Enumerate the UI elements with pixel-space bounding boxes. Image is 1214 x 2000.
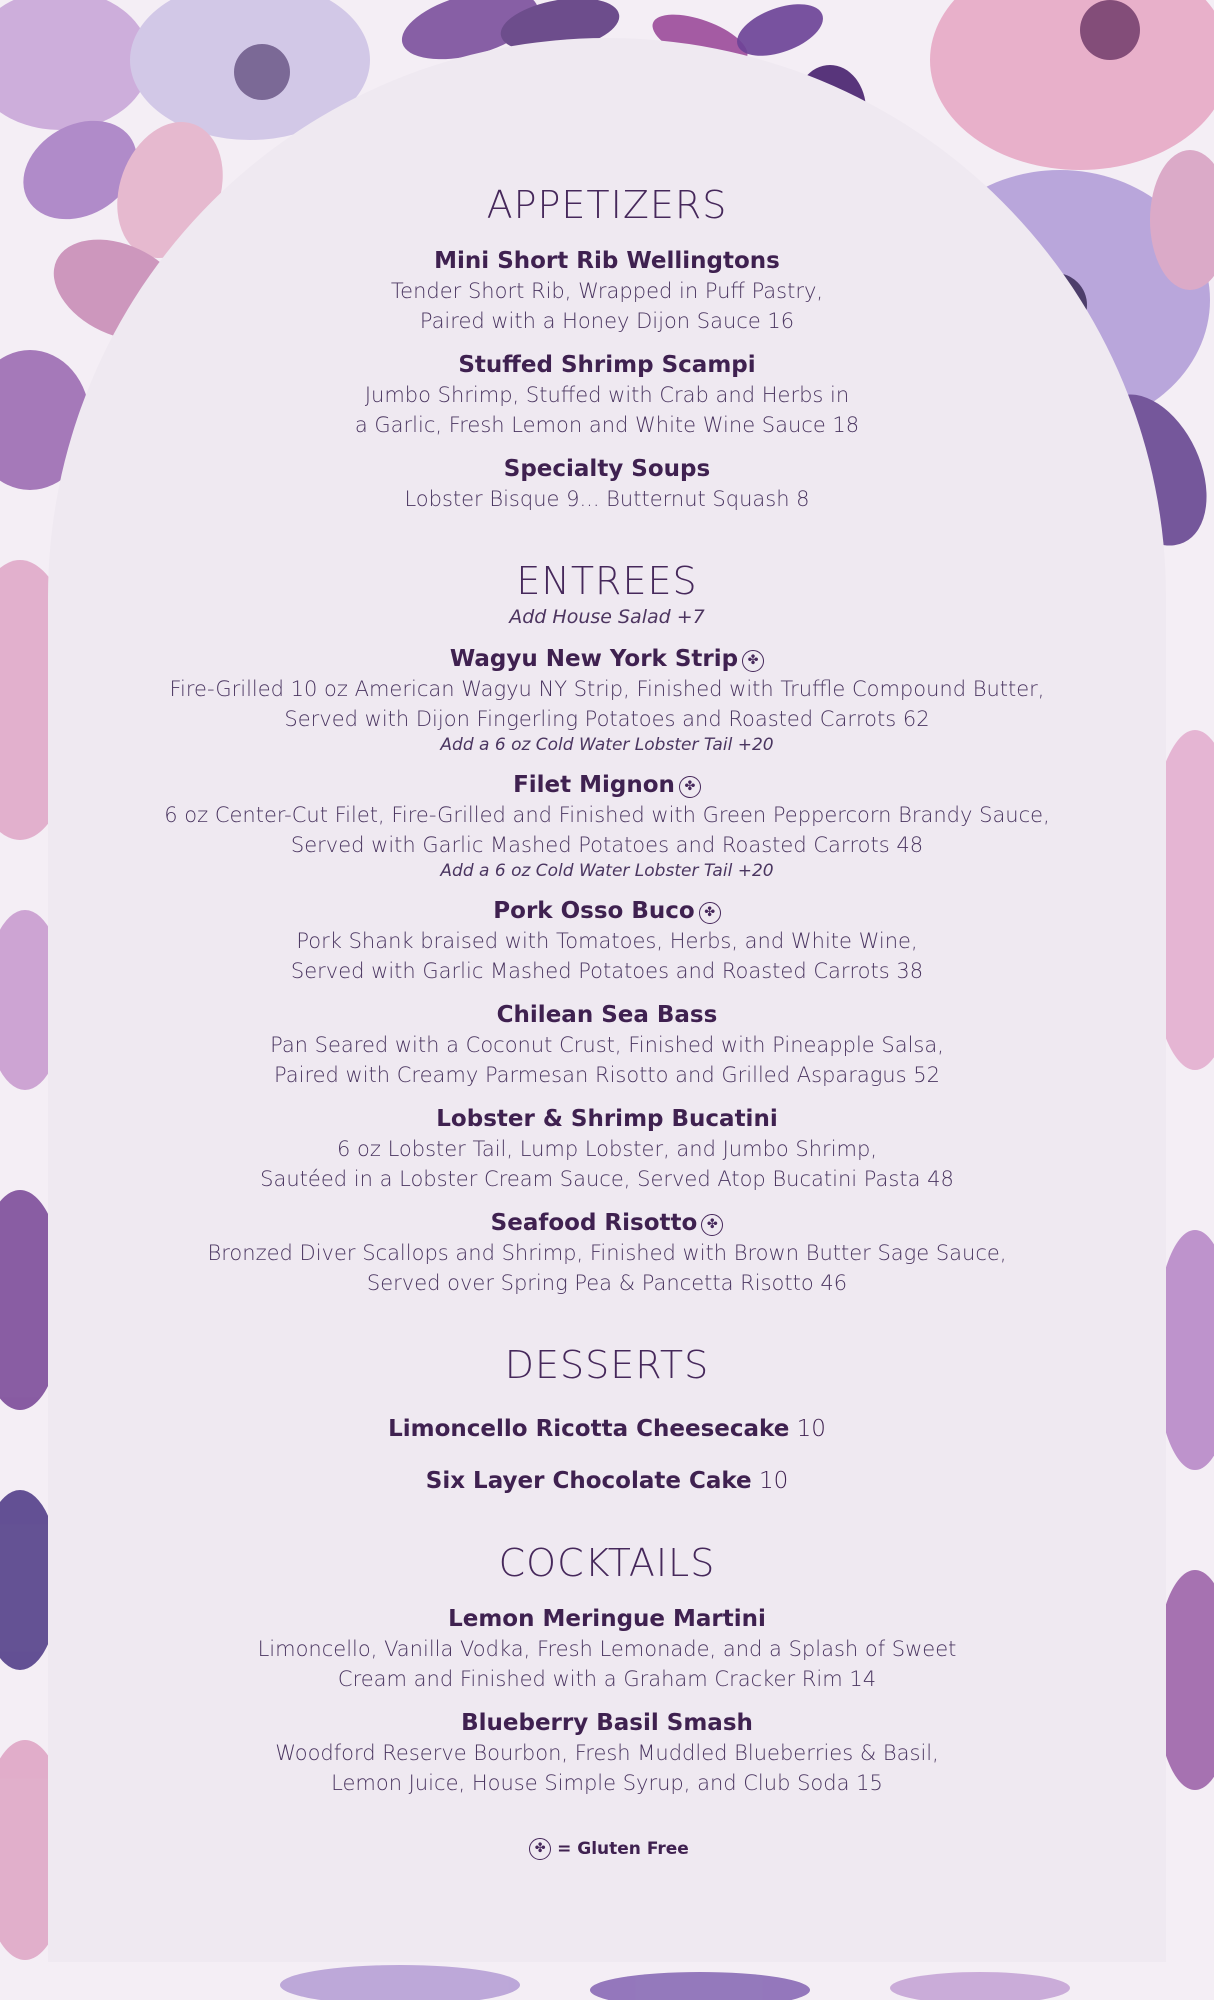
gluten-free-leaf-icon: ✤ <box>529 1838 551 1860</box>
item-name: Chilean Sea Bass <box>496 1002 718 1028</box>
item-name: Pork Osso Buco <box>493 898 695 924</box>
gluten-free-leaf-icon: ✤ <box>699 902 721 924</box>
desserts-section <box>48 1338 1166 1496</box>
entrees-section <box>48 554 1166 1298</box>
dessert-price: 10 <box>796 1416 826 1442</box>
section-title-entrees: ENTREES <box>516 559 698 603</box>
item-description: Served with Dijon Fingerling Potatoes and Roasted Carrots 62 <box>284 707 930 731</box>
floral-bottom <box>280 1965 1070 2000</box>
menu-item <box>48 1000 1166 1090</box>
dessert-name: Limoncello Ricotta Cheesecake <box>388 1416 790 1442</box>
section-title-cocktails: COCKTAILS <box>498 1541 716 1585</box>
item-name: Stuffed Shrimp Scampi <box>458 352 756 378</box>
item-name: Mini Short Rib Wellingtons <box>434 248 780 274</box>
item-description: Served over Spring Pea & Pancetta Risotto 46 <box>366 1271 848 1295</box>
menu-item <box>48 454 1166 514</box>
item-description: Fire-Grilled 10 oz American Wagyu NY Strip, Finished with Truffle Compound Butter, <box>169 677 1045 701</box>
item-name: Lobster & Shrimp Bucatini <box>436 1106 778 1132</box>
item-name: Filet Mignon <box>513 772 675 798</box>
menu-item <box>48 350 1166 440</box>
item-description: Paired with a Honey Dijon Sauce 16 <box>419 309 795 333</box>
menu-content <box>48 178 1166 1860</box>
item-description: Lobster Bisque 9... Butternut Squash 8 <box>404 487 810 511</box>
item-description: 6 oz Center-Cut Filet, Fire-Grilled and Finished with Green Peppercorn Brandy Sauce, <box>164 803 1050 827</box>
item-name: Blueberry Basil Smash <box>461 1710 753 1736</box>
item-description: Bronzed Diver Scallops and Shrimp, Finished with Brown Butter Sage Sauce, <box>207 1241 1007 1265</box>
item-description: Cream and Finished with a Graham Cracker Rim 14 <box>337 1667 877 1691</box>
entrees-note: Add House Salad +7 <box>509 606 705 628</box>
gluten-free-leaf-icon: ✤ <box>742 650 764 672</box>
item-description: Lemon Juice, House Simple Syrup, and Club Soda 15 <box>331 1771 883 1795</box>
section-title-desserts: DESSERTS <box>504 1343 710 1387</box>
menu-item <box>48 1708 1166 1798</box>
item-description: Served with Garlic Mashed Potatoes and Roasted Carrots 38 <box>290 959 924 983</box>
section-spacer <box>48 514 1166 554</box>
item-description: Sautéed in a Lobster Cream Sauce, Served Atop Bucatini Pasta 48 <box>260 1167 954 1191</box>
gluten-free-leaf-icon: ✤ <box>679 776 701 798</box>
section-title-appetizers: APPETIZERS <box>486 183 728 227</box>
item-name: Seafood Risotto <box>490 1210 698 1236</box>
menu-item <box>48 896 1166 986</box>
item-description: 6 oz Lobster Tail, Lump Lobster, and Jumbo Shrimp, <box>337 1137 877 1161</box>
dessert-item <box>48 1466 1166 1496</box>
legend-text: = Gluten Free <box>557 1839 689 1859</box>
item-description: Paired with Creamy Parmesan Risotto and Grilled Asparagus 52 <box>274 1063 940 1087</box>
section-spacer <box>48 1298 1166 1338</box>
dessert-price: 10 <box>758 1468 789 1494</box>
cocktails-section <box>48 1536 1166 1798</box>
item-name: Wagyu New York Strip <box>449 646 739 672</box>
menu-item <box>48 1604 1166 1694</box>
item-description: Jumbo Shrimp, Stuffed with Crab and Herbs in <box>364 383 850 407</box>
item-name: Lemon Meringue Martini <box>448 1606 766 1632</box>
item-description: Served with Garlic Mashed Potatoes and Roasted Carrots 48 <box>290 833 924 857</box>
item-addon: Add a 6 oz Cold Water Lobster Tail +20 <box>440 861 774 881</box>
section-spacer <box>48 1496 1166 1536</box>
gluten-free-legend <box>48 1838 1166 1860</box>
gluten-free-leaf-icon: ✤ <box>701 1214 723 1236</box>
item-addon: Add a 6 oz Cold Water Lobster Tail +20 <box>440 735 774 755</box>
item-description: Pork Shank braised with Tomatoes, Herbs, and White Wine, <box>296 929 918 953</box>
menu-item <box>48 246 1166 336</box>
dessert-name: Six Layer Chocolate Cake <box>425 1468 752 1494</box>
menu-item <box>48 770 1166 882</box>
item-name: Specialty Soups <box>503 456 711 482</box>
menu-item <box>48 1208 1166 1298</box>
appetizers-section <box>48 178 1166 514</box>
item-description: Limoncello, Vanilla Vodka, Fresh Lemonade, and a Splash of Sweet <box>257 1637 957 1661</box>
menu-item <box>48 1104 1166 1194</box>
item-description: Tender Short Rib, Wrapped in Puff Pastry, <box>390 279 824 303</box>
dessert-item <box>48 1414 1166 1444</box>
item-description: a Garlic, Fresh Lemon and White Wine Sauce 18 <box>354 413 860 437</box>
menu-item <box>48 644 1166 756</box>
item-description: Woodford Reserve Bourbon, Fresh Muddled Blueberries & Basil, <box>275 1741 939 1765</box>
item-description: Pan Seared with a Coconut Crust, Finished with Pineapple Salsa, <box>270 1033 944 1057</box>
